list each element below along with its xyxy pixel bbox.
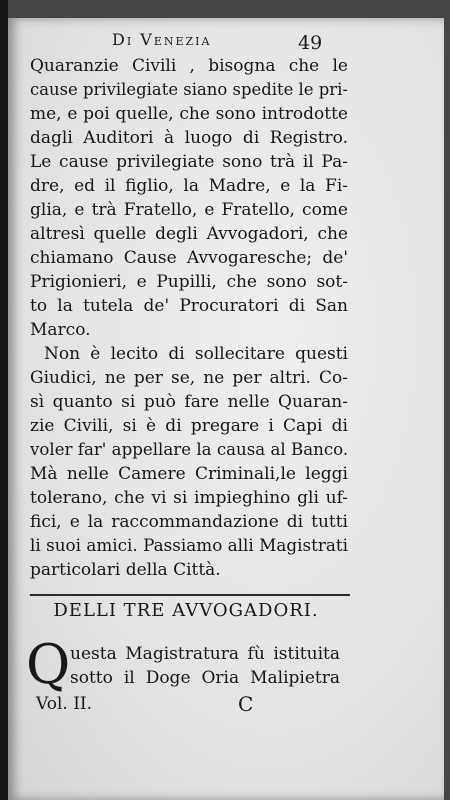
text-line: dagli Auditori à luogo di Registro. <box>30 128 348 148</box>
text-line: fici, e la raccommandazione di tutti <box>30 512 348 532</box>
text-line: uesta Magistratura fù istituita <box>70 644 340 664</box>
book-gutter <box>0 0 8 800</box>
text-line: voler far' appellare la causa al Banco. <box>30 440 349 460</box>
signature-mark: C <box>238 692 254 716</box>
text-line: Le cause privilegiate sono trà il Pa- <box>30 152 348 172</box>
text-line: sotto il Doge Oria Malipietra <box>70 668 340 688</box>
text-line: glia, e trà Fratello, e Fratello, come <box>30 200 348 220</box>
text-line: dre, ed il figlio, la Madre, e la Fi- <box>30 176 348 196</box>
text-line: altresì quelle degli Avvogadori, che <box>30 224 348 244</box>
text-line: cause privilegiate siano spedite le pri- <box>30 80 348 100</box>
paragraph-1 <box>30 54 348 342</box>
text-line: Quaranzie Civili , bisogna che le <box>30 56 348 76</box>
text-line: chiamano Cause Avvogaresche; de' <box>30 248 348 268</box>
running-header: Di Venezia <box>112 30 212 49</box>
text-line: Mà nelle Camere Criminali,le leggi <box>30 464 348 484</box>
section-title: DELLI TRE AVVOGADORI. <box>53 600 319 621</box>
drop-cap: Q <box>26 633 71 696</box>
text-line: zie Civili, si è di pregare i Capi di <box>30 416 348 436</box>
text-line: Giudici, ne per se, ne per altri. Co- <box>30 368 348 388</box>
body-text <box>30 54 348 582</box>
volume-marker: Vol. II. <box>36 694 93 714</box>
paragraph-2 <box>30 342 348 582</box>
page-number: 49 <box>298 32 323 54</box>
text-line: Prigionieri, e Pupilli, che sono sot- <box>30 272 348 292</box>
text-line: Marco. <box>30 320 91 340</box>
text-line: to la tutela de' Procuratori di San <box>30 296 348 316</box>
text-line: me, e poi quelle, che sono introdotte <box>30 104 348 124</box>
text-line: sì quanto si può fare nelle Quaran- <box>30 392 348 412</box>
text-line: Non è lecito di sollecitare questi <box>44 344 348 364</box>
text-line: li suoi amici. Passiamo alli Magistrati <box>30 536 349 556</box>
text-line: particolari della Città. <box>30 560 221 580</box>
text-line: tolerano, che vi si impieghino gli uf- <box>30 488 348 508</box>
section-rule <box>30 594 350 596</box>
